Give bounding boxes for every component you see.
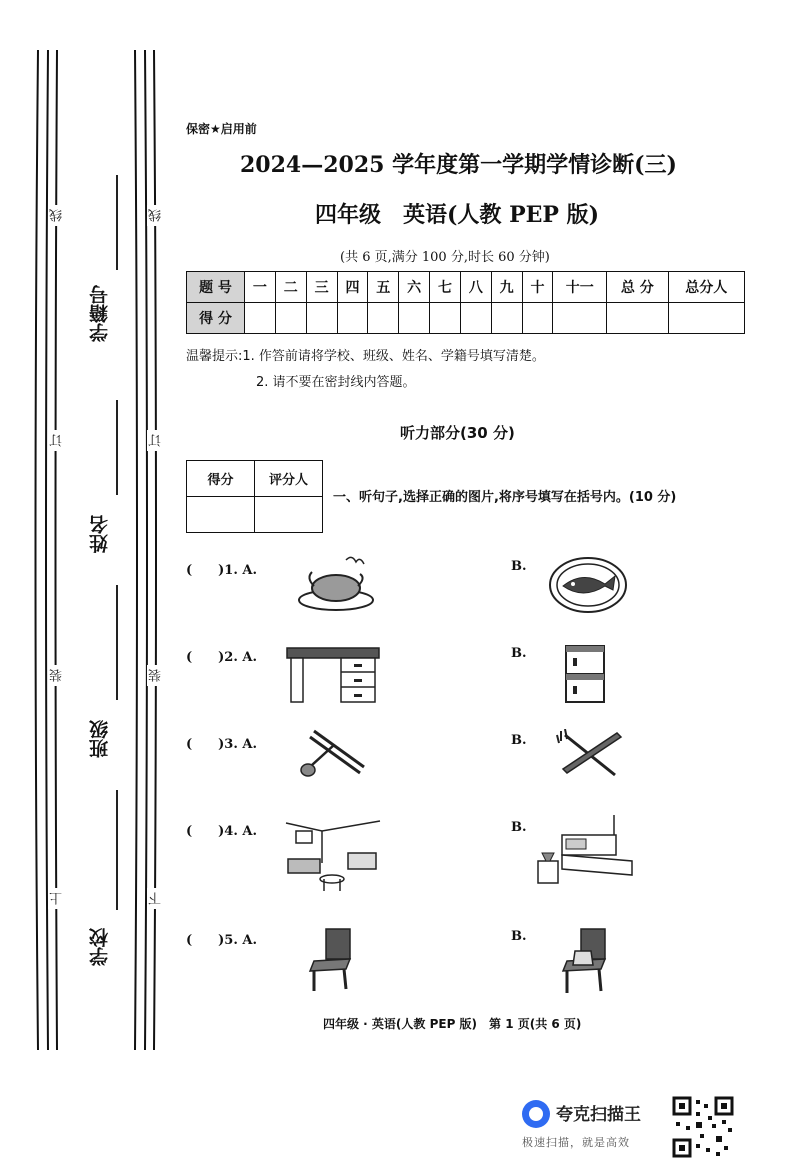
question-1-title: 一、听句子,选择正确的图片,将序号填写在括号内。(10 分) (333, 490, 677, 505)
class-field[interactable]: 班级 (89, 720, 111, 758)
listening-section-title: 听力部分(30 分) (400, 424, 515, 442)
binding-mark-order-inner: 订 (147, 430, 166, 451)
score-table-header-row (187, 272, 745, 303)
binding-mark-bind-inner: 装 (147, 665, 166, 686)
score-col-4: 四 (337, 272, 368, 303)
binding-mark-bottom: 下 (147, 888, 166, 909)
score-col-10: 十 (522, 272, 553, 303)
binding-mark-bind-outer: 装 (48, 665, 67, 686)
qr-code-icon (672, 1096, 734, 1158)
item-1-option-b[interactable]: B. (511, 559, 527, 574)
scanner-slogan: 极速扫描，就是高效 (522, 1136, 630, 1149)
tips (186, 344, 545, 396)
scanner-watermark (522, 1096, 734, 1158)
tip-1: 1. 作答前请将学校、班级、姓名、学籍号填写清楚。 (242, 349, 545, 364)
tips-label: 温馨提示: (186, 349, 243, 364)
score-cell[interactable] (430, 303, 461, 334)
question-number-label: 题 号 (187, 272, 245, 303)
score-cell[interactable] (368, 303, 399, 334)
grader-name-cell[interactable] (255, 497, 323, 533)
score-col-total: 总 分 (607, 272, 669, 303)
exam-title: 2024—2025 学年度第一学期学情诊断(三) (240, 152, 677, 178)
score-col-11: 十一 (553, 272, 607, 303)
binding-mark-top: 上 (48, 888, 67, 909)
score-col-2: 二 (275, 272, 306, 303)
item-2-label[interactable]: ( )2. A. (186, 650, 258, 665)
living-room-icon (282, 813, 384, 893)
score-cell-grader[interactable] (668, 303, 744, 334)
item-5-option-b[interactable]: B. (511, 929, 527, 944)
score-col-3: 三 (306, 272, 337, 303)
name-underline (116, 400, 118, 495)
tip-2: 2. 请不要在密封线内答题。 (256, 375, 416, 390)
score-table-score-row (187, 303, 745, 334)
name-field[interactable]: 姓名 (89, 515, 111, 553)
school-field[interactable]: 学校 (89, 928, 111, 966)
score-table (186, 271, 745, 334)
score-label: 得 分 (187, 303, 245, 334)
score-cell[interactable] (553, 303, 607, 334)
binding-mark-order-outer: 订 (48, 430, 67, 451)
class-underline (116, 585, 118, 700)
student-id-underline (116, 175, 118, 270)
item-5-label[interactable]: ( )5. A. (186, 933, 258, 948)
page-footer: 四年级 · 英语(人教 PEP 版) 第 1 页(共 6 页) (323, 1017, 582, 1031)
binding-mark-line-inner: 线 (147, 205, 166, 226)
score-cell[interactable] (337, 303, 368, 334)
item-4-label[interactable]: ( )4. A. (186, 824, 258, 839)
chair-icon (306, 925, 358, 993)
item-1-label[interactable]: ( )1. A. (186, 563, 258, 578)
scanner-name: 夸克扫描王 (556, 1105, 641, 1125)
item-4-option-b[interactable]: B. (511, 820, 527, 835)
item-2-option-b[interactable]: B. (511, 646, 527, 661)
score-col-1: 一 (245, 272, 276, 303)
score-cell[interactable] (245, 303, 276, 334)
item-3-label[interactable]: ( )3. A. (186, 737, 258, 752)
score-cell[interactable] (522, 303, 553, 334)
score-cell[interactable] (275, 303, 306, 334)
score-col-8: 八 (460, 272, 491, 303)
item-3-option-b[interactable]: B. (511, 733, 527, 748)
student-id-field[interactable]: 学籍号 (89, 285, 111, 342)
score-col-5: 五 (368, 272, 399, 303)
score-cell-total[interactable] (607, 303, 669, 334)
grader-table (186, 460, 323, 533)
exam-subtitle: 四年级 英语(人教 PEP 版) (315, 202, 599, 228)
binding-mark-line-outer: 线 (48, 205, 67, 226)
chair-bag-icon (559, 925, 611, 995)
exam-meta: (共 6 页,满分 100 分,时长 60 分钟) (340, 250, 550, 265)
cabinet-icon (563, 644, 607, 704)
score-cell[interactable] (491, 303, 522, 334)
score-cell[interactable] (306, 303, 337, 334)
roast-chicken-icon (296, 552, 376, 616)
fork-knife-icon (551, 729, 629, 781)
grader-score-cell[interactable] (187, 497, 255, 533)
confidential-label: 保密★启用前 (186, 122, 257, 136)
bedroom-icon (532, 813, 642, 893)
score-cell[interactable] (460, 303, 491, 334)
score-cell[interactable] (399, 303, 430, 334)
school-underline (116, 790, 118, 910)
scanner-logo-icon (522, 1100, 550, 1128)
score-col-9: 九 (491, 272, 522, 303)
score-col-7: 七 (430, 272, 461, 303)
fish-dish-icon (547, 554, 629, 616)
score-col-6: 六 (399, 272, 430, 303)
desk-icon (285, 644, 381, 704)
grader-name-label: 评分人 (255, 461, 323, 497)
score-col-grader: 总分人 (668, 272, 744, 303)
chopsticks-spoon-icon (298, 727, 370, 781)
grader-score-label: 得分 (187, 461, 255, 497)
